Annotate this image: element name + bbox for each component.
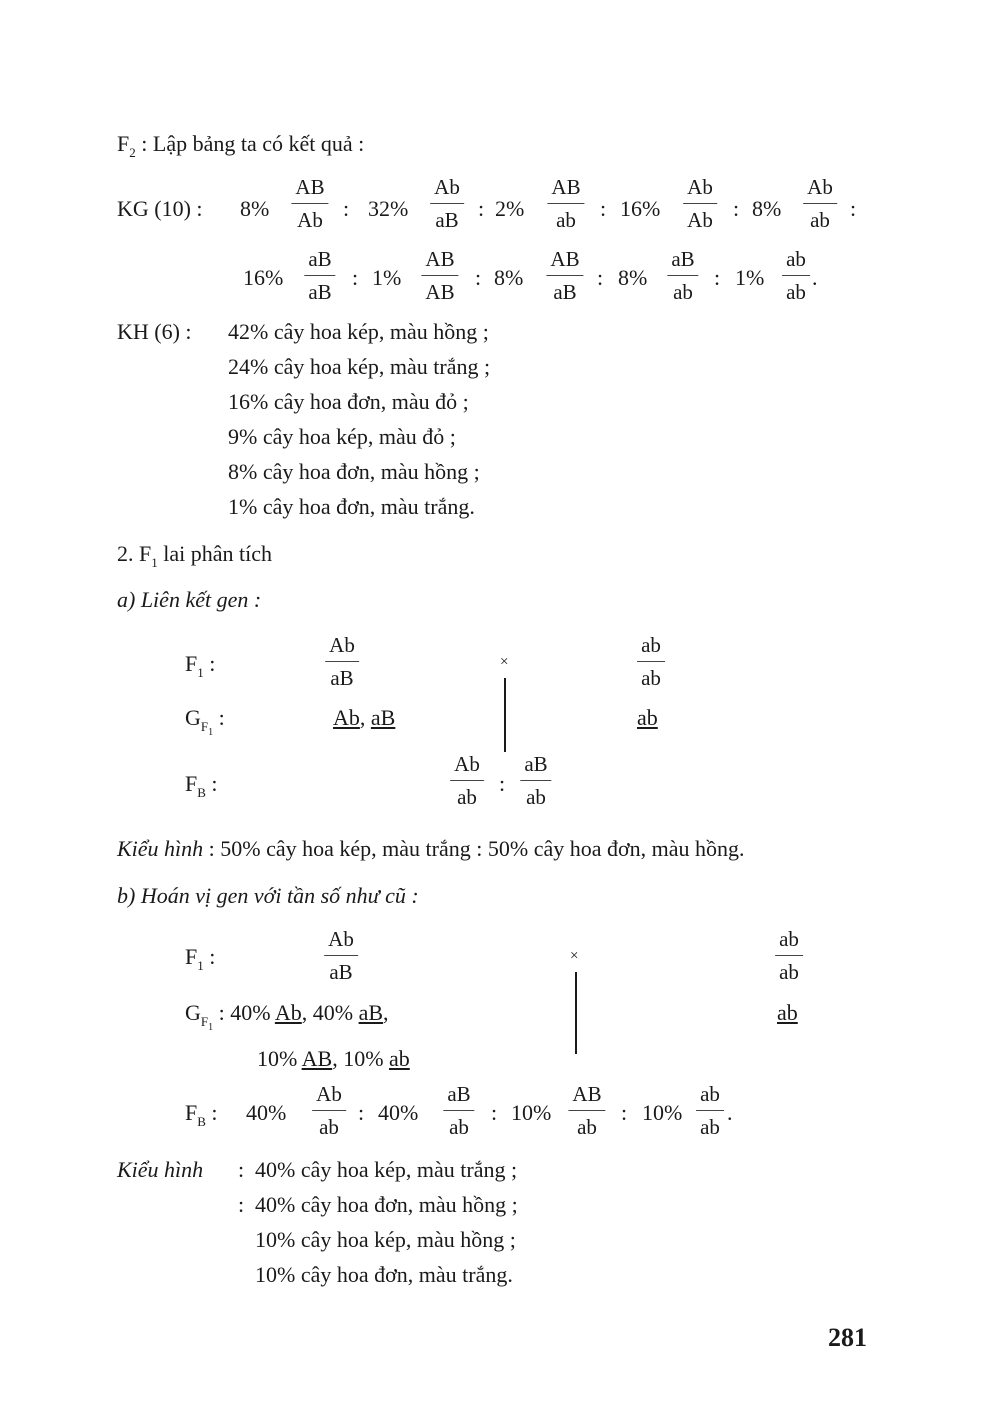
- f1-label: $F_1$ :: [185, 651, 216, 680]
- kg-den: AB: [425, 280, 455, 304]
- kg-num: Ab: [683, 176, 717, 204]
- fb-pct: 10%: [642, 1100, 683, 1125]
- fb-pct: 40%: [246, 1100, 287, 1125]
- kg-sep: :: [478, 196, 485, 221]
- fb-genotype: [696, 1083, 724, 1139]
- fb-end-period: .: [727, 1100, 733, 1125]
- fb-pct: 10%: [511, 1100, 552, 1125]
- kg-genotype: [683, 176, 717, 232]
- phenotype-item: 40% cây hoa kép, màu trắng ;: [255, 1157, 518, 1182]
- genotype-num: Ab: [325, 634, 359, 662]
- kg-den: Ab: [687, 208, 713, 232]
- kg-pct: 8%: [752, 196, 782, 221]
- genotype-den: aB: [329, 960, 353, 984]
- kg-genotype: [782, 248, 810, 304]
- kg-den: aB: [435, 208, 459, 232]
- f1-parent2: [637, 634, 665, 690]
- gamete-pct: 10%: [343, 1046, 384, 1071]
- gamete: Ab: [274, 1000, 302, 1025]
- genotype-num: ab: [775, 928, 803, 956]
- f1-parent1: [325, 634, 359, 690]
- kg-den: aB: [308, 280, 332, 304]
- genotype-num: aB: [443, 1083, 474, 1111]
- gamete: AB: [301, 1046, 333, 1071]
- kg-num: AB: [421, 248, 458, 276]
- subsection-a-title: a) Liên kết gen :: [117, 587, 262, 612]
- kg-num: aB: [304, 248, 335, 276]
- kg-num: AB: [291, 176, 328, 204]
- kg-pct: 8%: [618, 265, 648, 290]
- phenotype-colon: :: [238, 1192, 245, 1217]
- kg-genotype: [421, 248, 458, 304]
- phenotype-item: 10% cây hoa đơn, màu trắng.: [255, 1262, 513, 1287]
- gf1-right-gamete: ab: [637, 705, 658, 730]
- kg-pct: 16%: [620, 196, 661, 221]
- phenotype-colon: :: [238, 1157, 245, 1182]
- gf1-left-gametes: Ab, aB: [333, 705, 396, 730]
- kg-num: Ab: [803, 176, 837, 204]
- kg-den: ab: [556, 208, 576, 232]
- kh-item: 8% cây hoa đơn, màu hồng ;: [228, 459, 480, 484]
- kg-pct: 8%: [494, 265, 524, 290]
- kg-pct: 16%: [243, 265, 284, 290]
- phenotype-a-line: [117, 837, 745, 861]
- genotype-den: ab: [577, 1115, 597, 1139]
- kg-sep: :: [714, 265, 721, 290]
- subsection-b-title: b) Hoán vị gen với tần số như cũ :: [117, 883, 419, 908]
- fb-genotype: [520, 753, 551, 809]
- kg-den: ab: [673, 280, 693, 304]
- genotype-den: ab: [700, 1115, 720, 1139]
- kg-pct: 32%: [368, 196, 409, 221]
- kg-den: Ab: [297, 208, 323, 232]
- genotype-num: ab: [696, 1083, 724, 1111]
- gf1-line2: 10% AB, 10% ab: [257, 1046, 410, 1071]
- genotype-den: ab: [641, 666, 661, 690]
- f1-parent1: [324, 928, 358, 984]
- fb-pct: 40%: [378, 1100, 419, 1125]
- fb-label: $F_B$ :: [185, 771, 218, 800]
- gamete: Ab: [333, 705, 360, 730]
- fb-genotype: [312, 1083, 346, 1139]
- kg-num: AB: [547, 176, 584, 204]
- fb-genotype: [443, 1083, 474, 1139]
- cross-symbol: ×: [500, 654, 509, 670]
- page-number: 281: [828, 1323, 867, 1352]
- fb-genotype: [568, 1083, 605, 1139]
- kg-num: Ab: [430, 176, 464, 204]
- genotype-num: aB: [520, 753, 551, 781]
- kg-sep: :: [850, 196, 857, 221]
- genotype-num: Ab: [324, 928, 358, 956]
- gf1-right-gamete: ab: [777, 1000, 798, 1025]
- kg-genotype: [667, 248, 698, 304]
- kg-pct: 1%: [372, 265, 402, 290]
- f1-parent2: [775, 928, 803, 984]
- kg-den: ab: [810, 208, 830, 232]
- gamete: ab: [389, 1046, 410, 1071]
- kh-label: KH (6) :: [117, 319, 192, 344]
- genotype-num: Ab: [450, 753, 484, 781]
- kh-item: 1% cây hoa đơn, màu trắng.: [228, 494, 475, 519]
- genotype-den: ab: [779, 960, 799, 984]
- gf1-label: $G_{F1}$ :: [185, 705, 225, 738]
- kg-num: AB: [546, 248, 583, 276]
- kg-label: KG (10) :: [117, 196, 203, 221]
- f2-intro-line: $F_2$ : Lập bảng ta có kết quả :: [117, 131, 365, 160]
- f1-label: $F_1$ :: [185, 944, 216, 973]
- kg-den: ab: [786, 280, 806, 304]
- gf1-label: $G_{F1}$ : 40% Ab, 40% aB,: [185, 1000, 389, 1033]
- kg-sep: :: [600, 196, 607, 221]
- kg-genotype: [304, 248, 335, 304]
- genotype-den: ab: [526, 785, 546, 809]
- kg-num: aB: [667, 248, 698, 276]
- genotype-den: ab: [457, 785, 477, 809]
- gamete: aB: [370, 705, 396, 730]
- fb-genotype: [450, 753, 484, 809]
- cross-symbol: ×: [570, 948, 579, 964]
- genotype-den: ab: [319, 1115, 339, 1139]
- kg-sep: :: [343, 196, 350, 221]
- kg-genotype: [291, 176, 328, 232]
- genotype-num: AB: [568, 1083, 605, 1111]
- kh-item: 9% cây hoa kép, màu đỏ ;: [228, 424, 456, 449]
- f2-intro-text: Lập bảng ta có kết quả :: [152, 131, 365, 156]
- gamete-pct: 10%: [257, 1046, 298, 1071]
- fb-sep: :: [491, 1100, 498, 1125]
- gamete-pct: 40%: [230, 1000, 271, 1025]
- genotype-den: aB: [330, 666, 354, 690]
- kg-sep: :: [733, 196, 740, 221]
- section2-heading-text: lai phân tích: [163, 541, 272, 566]
- genotype-num: Ab: [312, 1083, 346, 1111]
- cross-line: [575, 972, 577, 1054]
- kg-genotype: [547, 176, 584, 232]
- kg-sep: :: [352, 265, 359, 290]
- section2-number: 2.: [117, 541, 134, 566]
- kg-genotype: [546, 248, 583, 304]
- kg-sep: :: [475, 265, 482, 290]
- phenotype-item: 40% cây hoa đơn, màu hồng ;: [255, 1192, 518, 1217]
- genotype-num: ab: [637, 634, 665, 662]
- kg-den: aB: [553, 280, 577, 304]
- cross-line: [504, 678, 506, 752]
- kh-item: 42% cây hoa kép, màu hồng ;: [228, 319, 489, 344]
- kg-sep: :: [597, 265, 604, 290]
- kg-sep: .: [812, 265, 818, 290]
- gamete: aB: [358, 1000, 384, 1025]
- section2-heading: 2. $F_1$ lai phân tích: [117, 541, 272, 570]
- phenotype-a-text: : 50% cây hoa kép, màu trắng : 50% cây hoa đơn, màu hồng.: [208, 836, 745, 861]
- kg-pct: 1%: [735, 265, 765, 290]
- kg-pct: 8%: [240, 196, 270, 221]
- fb-sep: :: [499, 771, 506, 796]
- kh-item: 16% cây hoa đơn, màu đỏ ;: [228, 389, 469, 414]
- phenotype-item: 10% cây hoa kép, màu hồng ;: [255, 1227, 516, 1252]
- phenotype-label: Kiểu hình: [117, 1157, 204, 1182]
- kg-genotype: [803, 176, 837, 232]
- kg-genotype: [430, 176, 464, 232]
- fb-sep: :: [621, 1100, 628, 1125]
- kh-item: 24% cây hoa kép, màu trắng ;: [228, 354, 491, 379]
- kg-num: ab: [782, 248, 810, 276]
- kg-pct: 2%: [495, 196, 525, 221]
- gamete-pct: 40%: [312, 1000, 354, 1025]
- phenotype-label: Kiểu hình: [117, 836, 204, 861]
- fb-label: $F_B$ :: [185, 1100, 218, 1129]
- genotype-den: ab: [449, 1115, 469, 1139]
- fb-sep: :: [358, 1100, 365, 1125]
